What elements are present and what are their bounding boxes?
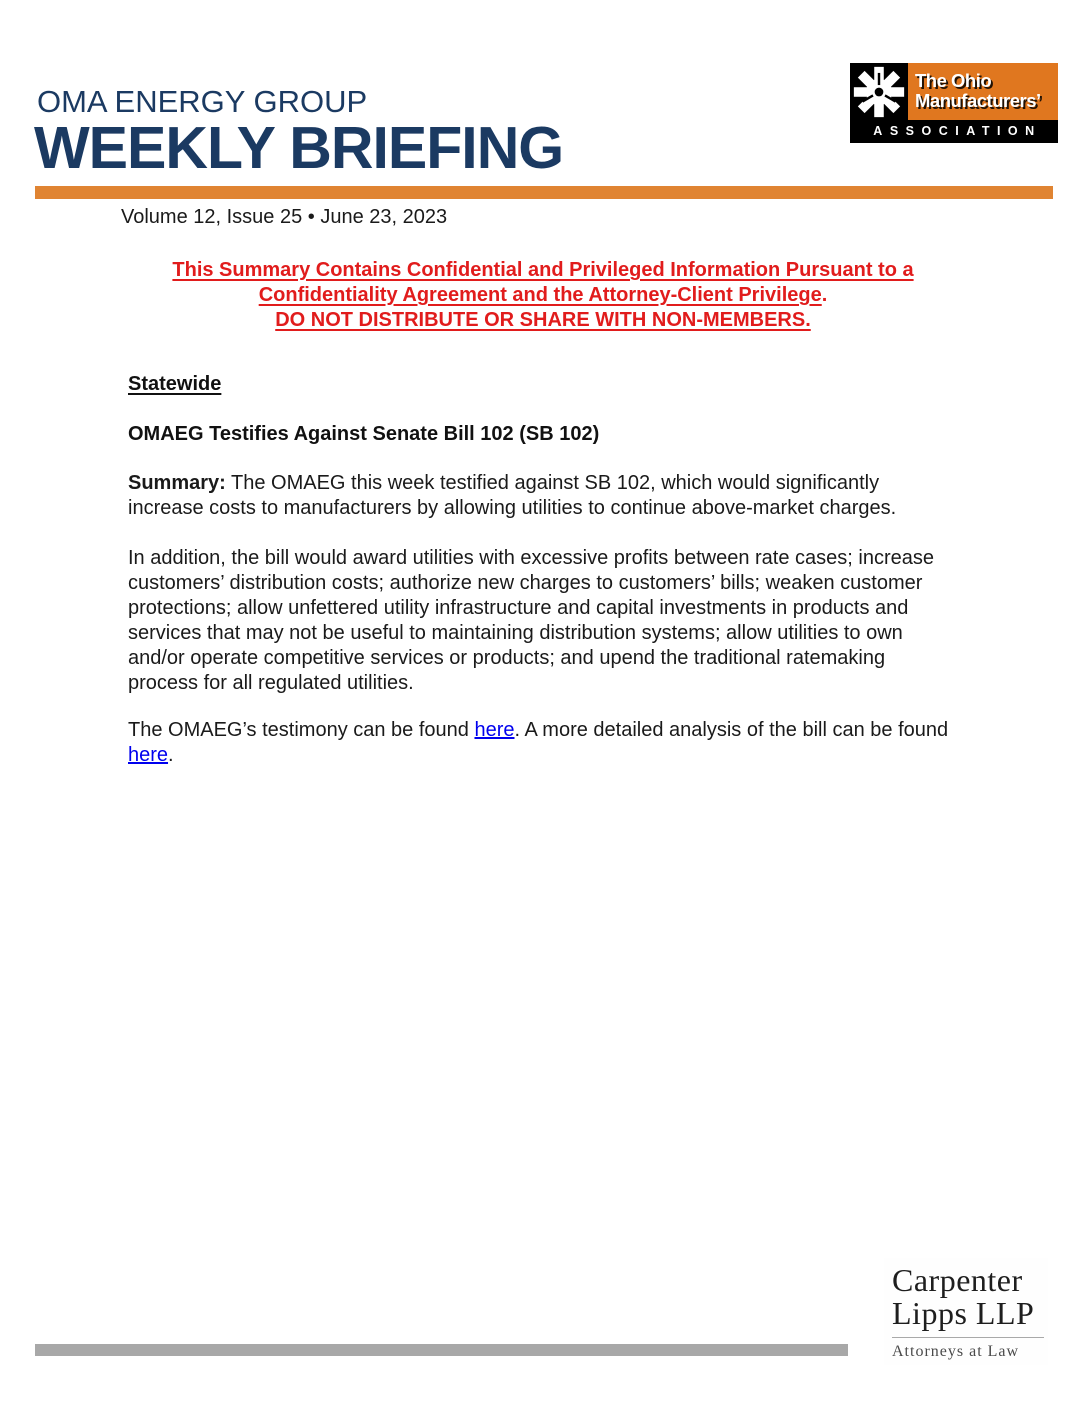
testimony-link[interactable]: here [474, 719, 515, 741]
analysis-link[interactable]: here [128, 744, 169, 766]
notice-line-3-text: DO NOT DISTRIBUTE OR SHARE WITH NON-MEMBERS. [275, 309, 811, 331]
confidentiality-notice [128, 258, 958, 333]
links-text-1: The OMAEG’s testimony can be found [128, 719, 475, 741]
newsletter-title: WEEKLY BRIEFING [34, 115, 564, 181]
oma-logo-top-row [850, 63, 1058, 120]
summary-label: Summary: [128, 472, 226, 494]
links-text-3: . [168, 744, 174, 766]
links-paragraph [128, 718, 958, 768]
orange-divider-rule [35, 186, 1053, 199]
notice-line-2-period: . [821, 284, 828, 306]
oma-logo-line2: Manufacturers’ [915, 90, 1041, 111]
carpenter-lipps-name-line2: Lipps LLP [892, 1295, 1035, 1331]
notice-line-3 [128, 308, 958, 333]
notice-line-2 [128, 283, 958, 308]
summary-paragraph [128, 471, 958, 521]
oma-logo-association-strip: ASSOCIATION [850, 120, 1058, 143]
notice-line-1-text: This Summary Contains Confidential and Privileged Information Pursuant to a [172, 259, 914, 281]
section-heading-statewide: Statewide [128, 373, 222, 395]
oma-logo-line1: The Ohio [915, 70, 992, 91]
links-text-2: . A more detailed analysis of the bill can be found [514, 719, 949, 741]
newsletter-org-name: OMA ENERGY GROUP [37, 84, 368, 119]
summary-text: The OMAEG this week testified against SB 102, which would significantly increase costs to manufacturers by allowing utilities to continue above-market charges. [128, 472, 897, 519]
detail-paragraph: In addition, the bill would award utilities with excessive profits between rate cases; increase customers’ distribution costs; authorize new charges to customers’ bills; weaken customer protections; allow unfettered utility infrastructure and capital investments in products and services that may not be useful to maintaining distribution systems; allow utilities to own and/or operate competitive services or products; and upend the traditional ratemaking process for all regulated utilities. [128, 547, 934, 694]
volume-issue-date: Volume 12, Issue 25 • June 23, 2023 [121, 206, 448, 228]
footer-gray-bar [35, 1344, 848, 1356]
gear-icon [850, 63, 908, 120]
carpenter-lipps-name-line1: Carpenter [892, 1262, 1023, 1298]
carpenter-lipps-logo [884, 1258, 1048, 1365]
carpenter-lipps-divider [892, 1337, 1044, 1338]
carpenter-lipps-tagline: Attorneys at Law [892, 1343, 1020, 1360]
oma-association-logo [850, 63, 1058, 143]
article-title: OMAEG Testifies Against Senate Bill 102 (SB 102) [128, 423, 600, 445]
notice-line-1 [128, 258, 958, 283]
oma-logo-wordmark [908, 63, 1058, 120]
notice-line-2-text: Confidentiality Agreement and the Attorney-Client Privilege [258, 284, 822, 306]
